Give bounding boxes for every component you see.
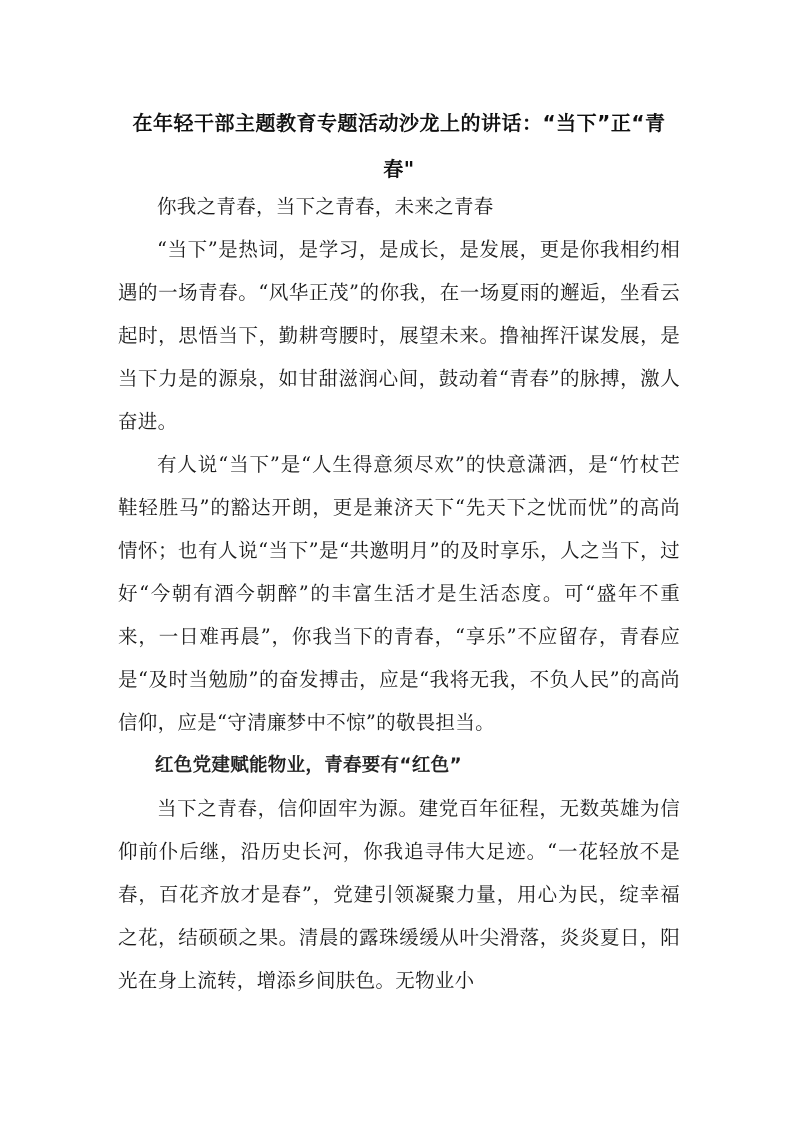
body-paragraph: “当下”是热词，是学习，是成长，是发展，更是你我相约相遇的一场青春。“风华正茂”的你我，在一场夏雨的邂逅，坐看云起时，思悟当下，勤耕弯腰时，展望未来。撸袖挥汗谋发展，是当下力是的源泉，如甘甜滋润心间，鼓动着“青春”的脉搏，激人奋进。 — [118, 238, 680, 433]
section-subheading: 红色党建赋能物业，青春要有“红色” — [155, 755, 462, 776]
document-title: 在年轻干部主题教育专题活动沙龙上的讲话：“当下”正“青春" — [132, 111, 666, 181]
document-body — [118, 185, 680, 1002]
body-paragraph: 有人说“当下”是“人生得意须尽欢”的快意潇洒，是“竹杖芒鞋轻胜马”的豁达开朗，更是兼济天下“先天下之忧而忧”的高尚情怀；也有人说“当下”是“共邀明月”的及时享乐，人之当下，过好“今朝有酒今朝醉”的丰富生活才是生活态度。可“盛年不重来，一日难再晨”，你我当下的青春，“享乐”不应留存，青春应是“及时当勉励”的奋发搏击，应是“我将无我，不负人民”的高尚信仰，应是“守清廉梦中不惊”的敬畏担当。 — [118, 453, 680, 734]
lead-paragraph: 你我之青春，当下之青春，未来之青春 — [157, 195, 494, 218]
body-paragraph: 当下之青春，信仰固牢为源。建党百年征程，无数英雄为信仰前仆后继，沿历史长河，你我追寻伟大足迹。“一花轻放不是春，百花齐放才是春”，党建引领凝聚力量，用心为民，绽幸福之花，结硕硕之果。清晨的露珠缓缓从叶尖滑落，炎炎夏日，阳光在身上流转，增添乡间肤色。无物业小 — [118, 797, 680, 992]
